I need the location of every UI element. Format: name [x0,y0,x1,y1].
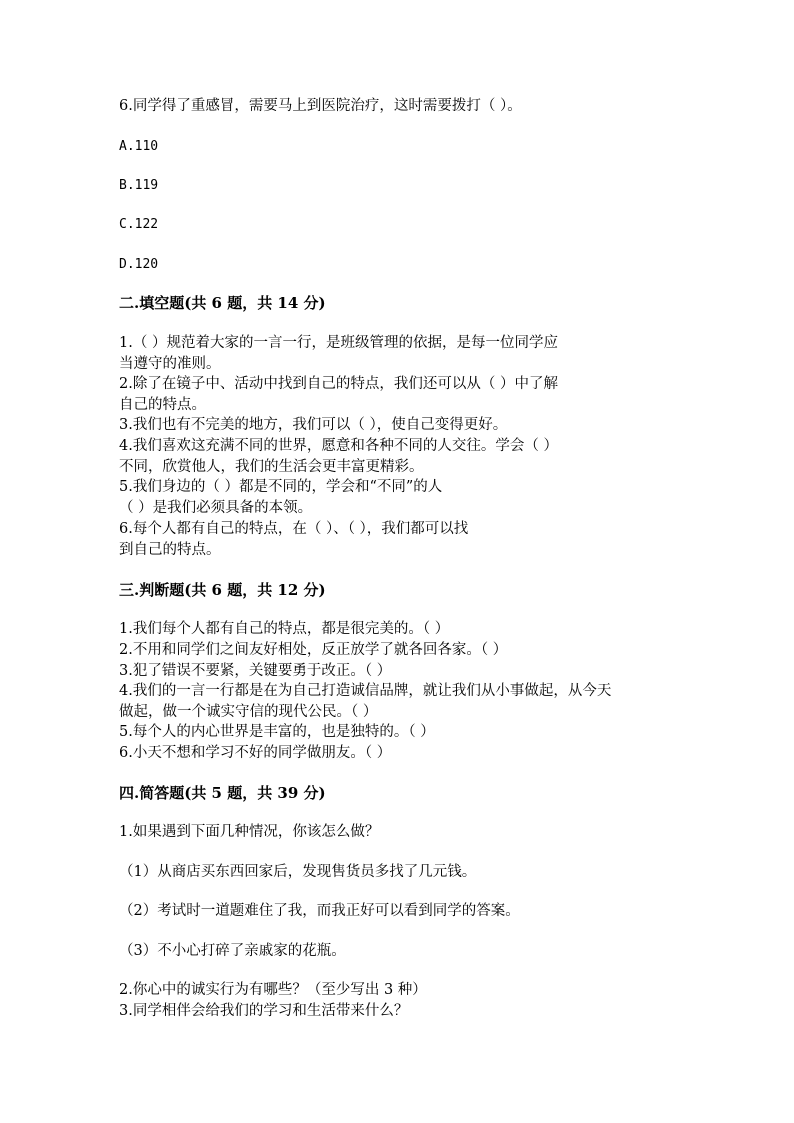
sub-question: （3）不小心打碎了亲戚家的花瓶。 [119,943,346,959]
fill-in-line: 到自己的特点。 [119,542,221,558]
true-false-line: 3.犯了错误不要紧，关键要勇于改正。（ ） [119,663,392,679]
short-answer-question-2: 2.你心中的诚实行为有哪些？（至少写出 3 种） [119,982,427,998]
true-false-line: 4.我们的一言一行都是在为自己打造诚信品牌，就让我们从小事做起，从今天 [119,683,612,699]
option-c: C.122 [119,217,159,232]
fill-in-line: 5.我们身边的（ ）都是不同的，学会和“不同”的人 [119,479,443,495]
section-heading-fill-in: 二.填空题(共 6 题，共 14 分) [119,294,326,312]
fill-in-line: 当遵守的准则。 [119,356,221,372]
fill-in-line: 自己的特点。 [119,397,206,413]
short-answer-question-3: 3.同学相伴会给我们的学习和生活带来什么？ [119,1003,409,1019]
true-false-line: 1.我们每个人都有自己的特点，都是很完美的。（ ） [119,621,450,637]
section-heading-short-answer: 四.简答题(共 5 题，共 39 分) [119,784,326,802]
fill-in-line: 4.我们喜欢这充满不同的世界，愿意和各种不同的人交往。学会（ ） [119,438,558,454]
question-6-emergency-call: 6.同学得了重感冒，需要马上到医院治疗，这时需要拨打（ ）。 [119,98,522,114]
fill-in-line: 6.每个人都有自己的特点，在（ ）、（ ），我们都可以找 [119,521,469,537]
option-d: D.120 [119,257,159,272]
true-false-line: 5.每个人的内心世界是丰富的，也是独特的。（ ） [119,724,435,740]
true-false-line: 6.小天不想和学习不好的同学做朋友。（ ） [119,745,392,761]
fill-in-line: 3.我们也有不完美的地方，我们可以（ ），使自己变得更好。 [119,417,508,433]
fill-in-line: （ ）是我们必须具备的本领。 [119,500,313,516]
sub-question: （1）从商店买东西回家后，发现售货员多找了几元钱。 [119,864,477,880]
fill-in-line: 1.（ ）规范着大家的一言一行，是班级管理的依据，是每一位同学应 [119,335,558,351]
option-b: B.119 [119,178,159,193]
fill-in-line: 2.除了在镜子中、活动中找到自己的特点，我们还可以从（ ）中了解 [119,376,558,392]
true-false-line: 做起，做一个诚实守信的现代公民。（ ） [119,704,378,720]
short-answer-question-1: 1.如果遇到下面几种情况，你该怎么做？ [119,824,380,840]
sub-question: （2）考试时一道题难住了我，而我正好可以看到同学的答案。 [119,903,520,919]
fill-in-line: 不同，欣赏他人，我们的生活会更丰富更精彩。 [119,459,424,475]
option-a: A.110 [119,139,159,154]
section-heading-true-false: 三.判断题(共 6 题，共 12 分) [119,581,326,599]
true-false-line: 2.不用和同学们之间友好相处，反正放学了就各回各家。（ ） [119,642,508,658]
